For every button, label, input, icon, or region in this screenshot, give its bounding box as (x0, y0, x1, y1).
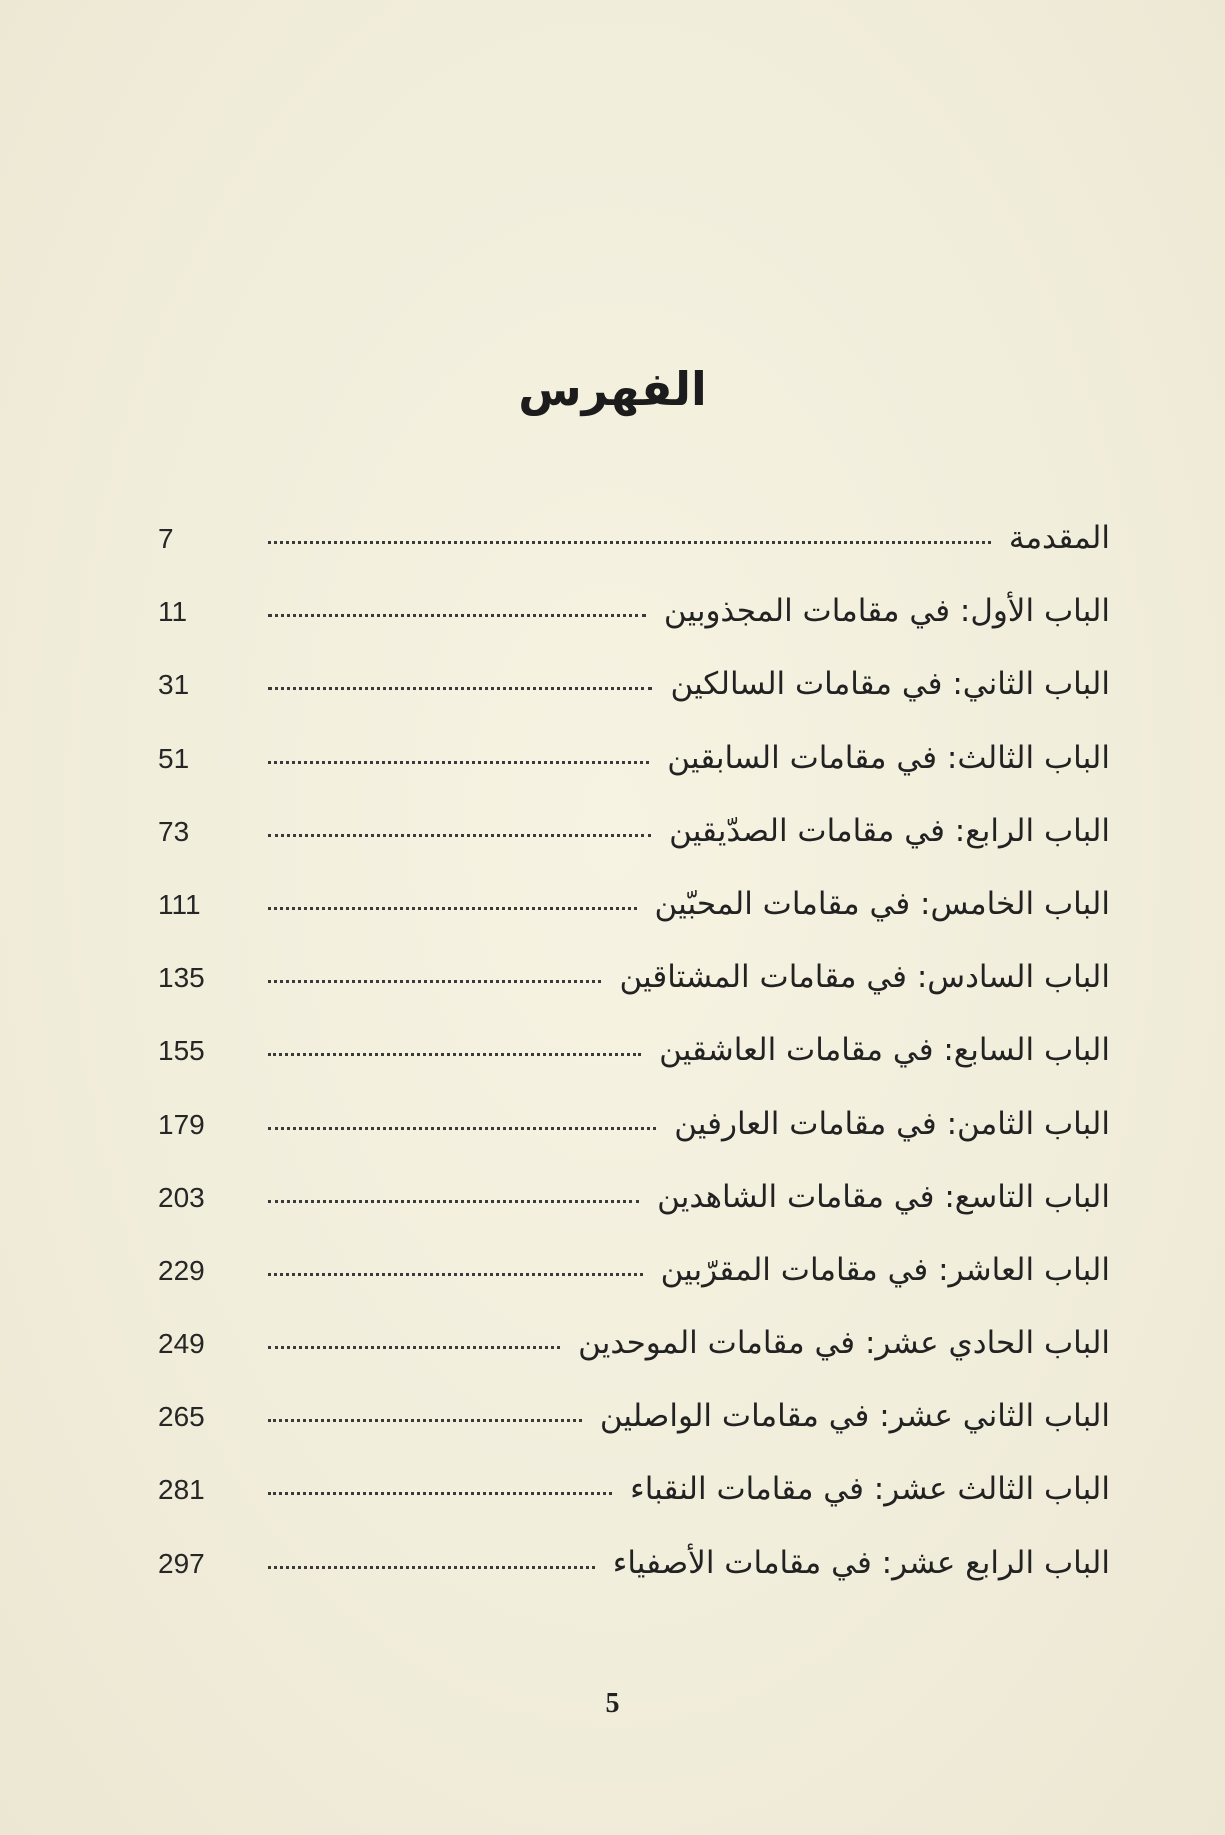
toc-entry (150, 1032, 1110, 1105)
toc-entry (150, 1325, 1110, 1398)
toc-entry (150, 813, 1110, 886)
dot-leader (268, 1492, 612, 1495)
toc-page-number: 7 (158, 523, 174, 554)
toc-entry (150, 1179, 1110, 1252)
dot-leader (268, 614, 646, 617)
table-of-contents (150, 520, 1110, 1618)
dot-leader (268, 907, 637, 910)
toc-entry-title: الباب الرابع: في مقامات الصدّيقين (669, 812, 1110, 849)
dot-leader (268, 1419, 582, 1422)
dot-leader (268, 1200, 639, 1203)
toc-entry-title: الباب التاسع: في مقامات الشاهدين (657, 1178, 1110, 1215)
toc-page-number: 155 (158, 1035, 205, 1067)
toc-entry-title: الباب الثاني عشر: في مقامات الواصلين (599, 1398, 1110, 1435)
toc-entry-title: الباب العاشر: في مقامات المقرّبين (660, 1251, 1110, 1288)
toc-page-number: 11 (158, 596, 188, 628)
toc-entry-title: الباب الحادي عشر: في مقامات الموحدين (578, 1325, 1110, 1362)
toc-entry-title: المقدمة (1008, 520, 1110, 556)
toc-page-number: 31 (158, 669, 190, 701)
toc-entry-title: الباب السادس: في مقامات المشتاقين (619, 959, 1110, 996)
toc-page-number: 111 (158, 888, 201, 920)
dot-leader (268, 761, 649, 764)
toc-entry-title: الباب الثالث عشر: في مقامات النقباء (630, 1471, 1110, 1508)
dot-leader (268, 834, 651, 837)
dot-leader (268, 1127, 656, 1130)
toc-page-number: 179 (158, 1108, 205, 1140)
toc-page-number: 281 (158, 1474, 205, 1506)
toc-entry (150, 959, 1110, 1032)
toc-entry-title: الباب الرابع عشر: في مقامات الأصفياء (612, 1544, 1110, 1581)
dot-leader (268, 1566, 595, 1569)
toc-entry-title: الباب الخامس: في مقامات المحبّين (654, 885, 1110, 922)
toc-entry (150, 520, 1110, 593)
dot-leader (268, 1273, 643, 1276)
dot-leader (268, 1346, 560, 1349)
toc-entry (150, 740, 1110, 813)
toc-entry-title: الباب الثالث: في مقامات السابقين (667, 739, 1110, 776)
toc-entry-title: الباب الثاني: في مقامات السالكين (670, 666, 1110, 703)
dot-leader (268, 541, 991, 544)
toc-entry (150, 886, 1110, 959)
toc-page-number: 135 (158, 962, 205, 994)
toc-entry (150, 1471, 1110, 1544)
toc-entry (150, 1252, 1110, 1325)
dot-leader (268, 980, 601, 983)
toc-entry-title: الباب الأول: في مقامات المجذوبين (663, 593, 1110, 630)
toc-page-number: 265 (158, 1401, 205, 1433)
toc-page-number: 73 (158, 815, 190, 847)
toc-page-number: 249 (158, 1328, 205, 1360)
toc-entry-title: الباب الثامن: في مقامات العارفين (674, 1105, 1110, 1142)
toc-entry (150, 1106, 1110, 1179)
toc-entry (150, 1545, 1110, 1618)
page-title: الفهرس (518, 362, 707, 416)
toc-entry (150, 593, 1110, 666)
dot-leader (268, 1053, 641, 1056)
page-number: 5 (605, 1688, 620, 1719)
toc-entry (150, 666, 1110, 739)
dot-leader (268, 687, 652, 690)
toc-entry-title: الباب السابع: في مقامات العاشقين (659, 1032, 1110, 1069)
toc-page-number: 51 (158, 742, 190, 774)
toc-page-number: 229 (158, 1254, 205, 1286)
toc-entry (150, 1398, 1110, 1471)
toc-page-number: 203 (158, 1181, 205, 1213)
toc-page-number: 297 (158, 1547, 205, 1579)
